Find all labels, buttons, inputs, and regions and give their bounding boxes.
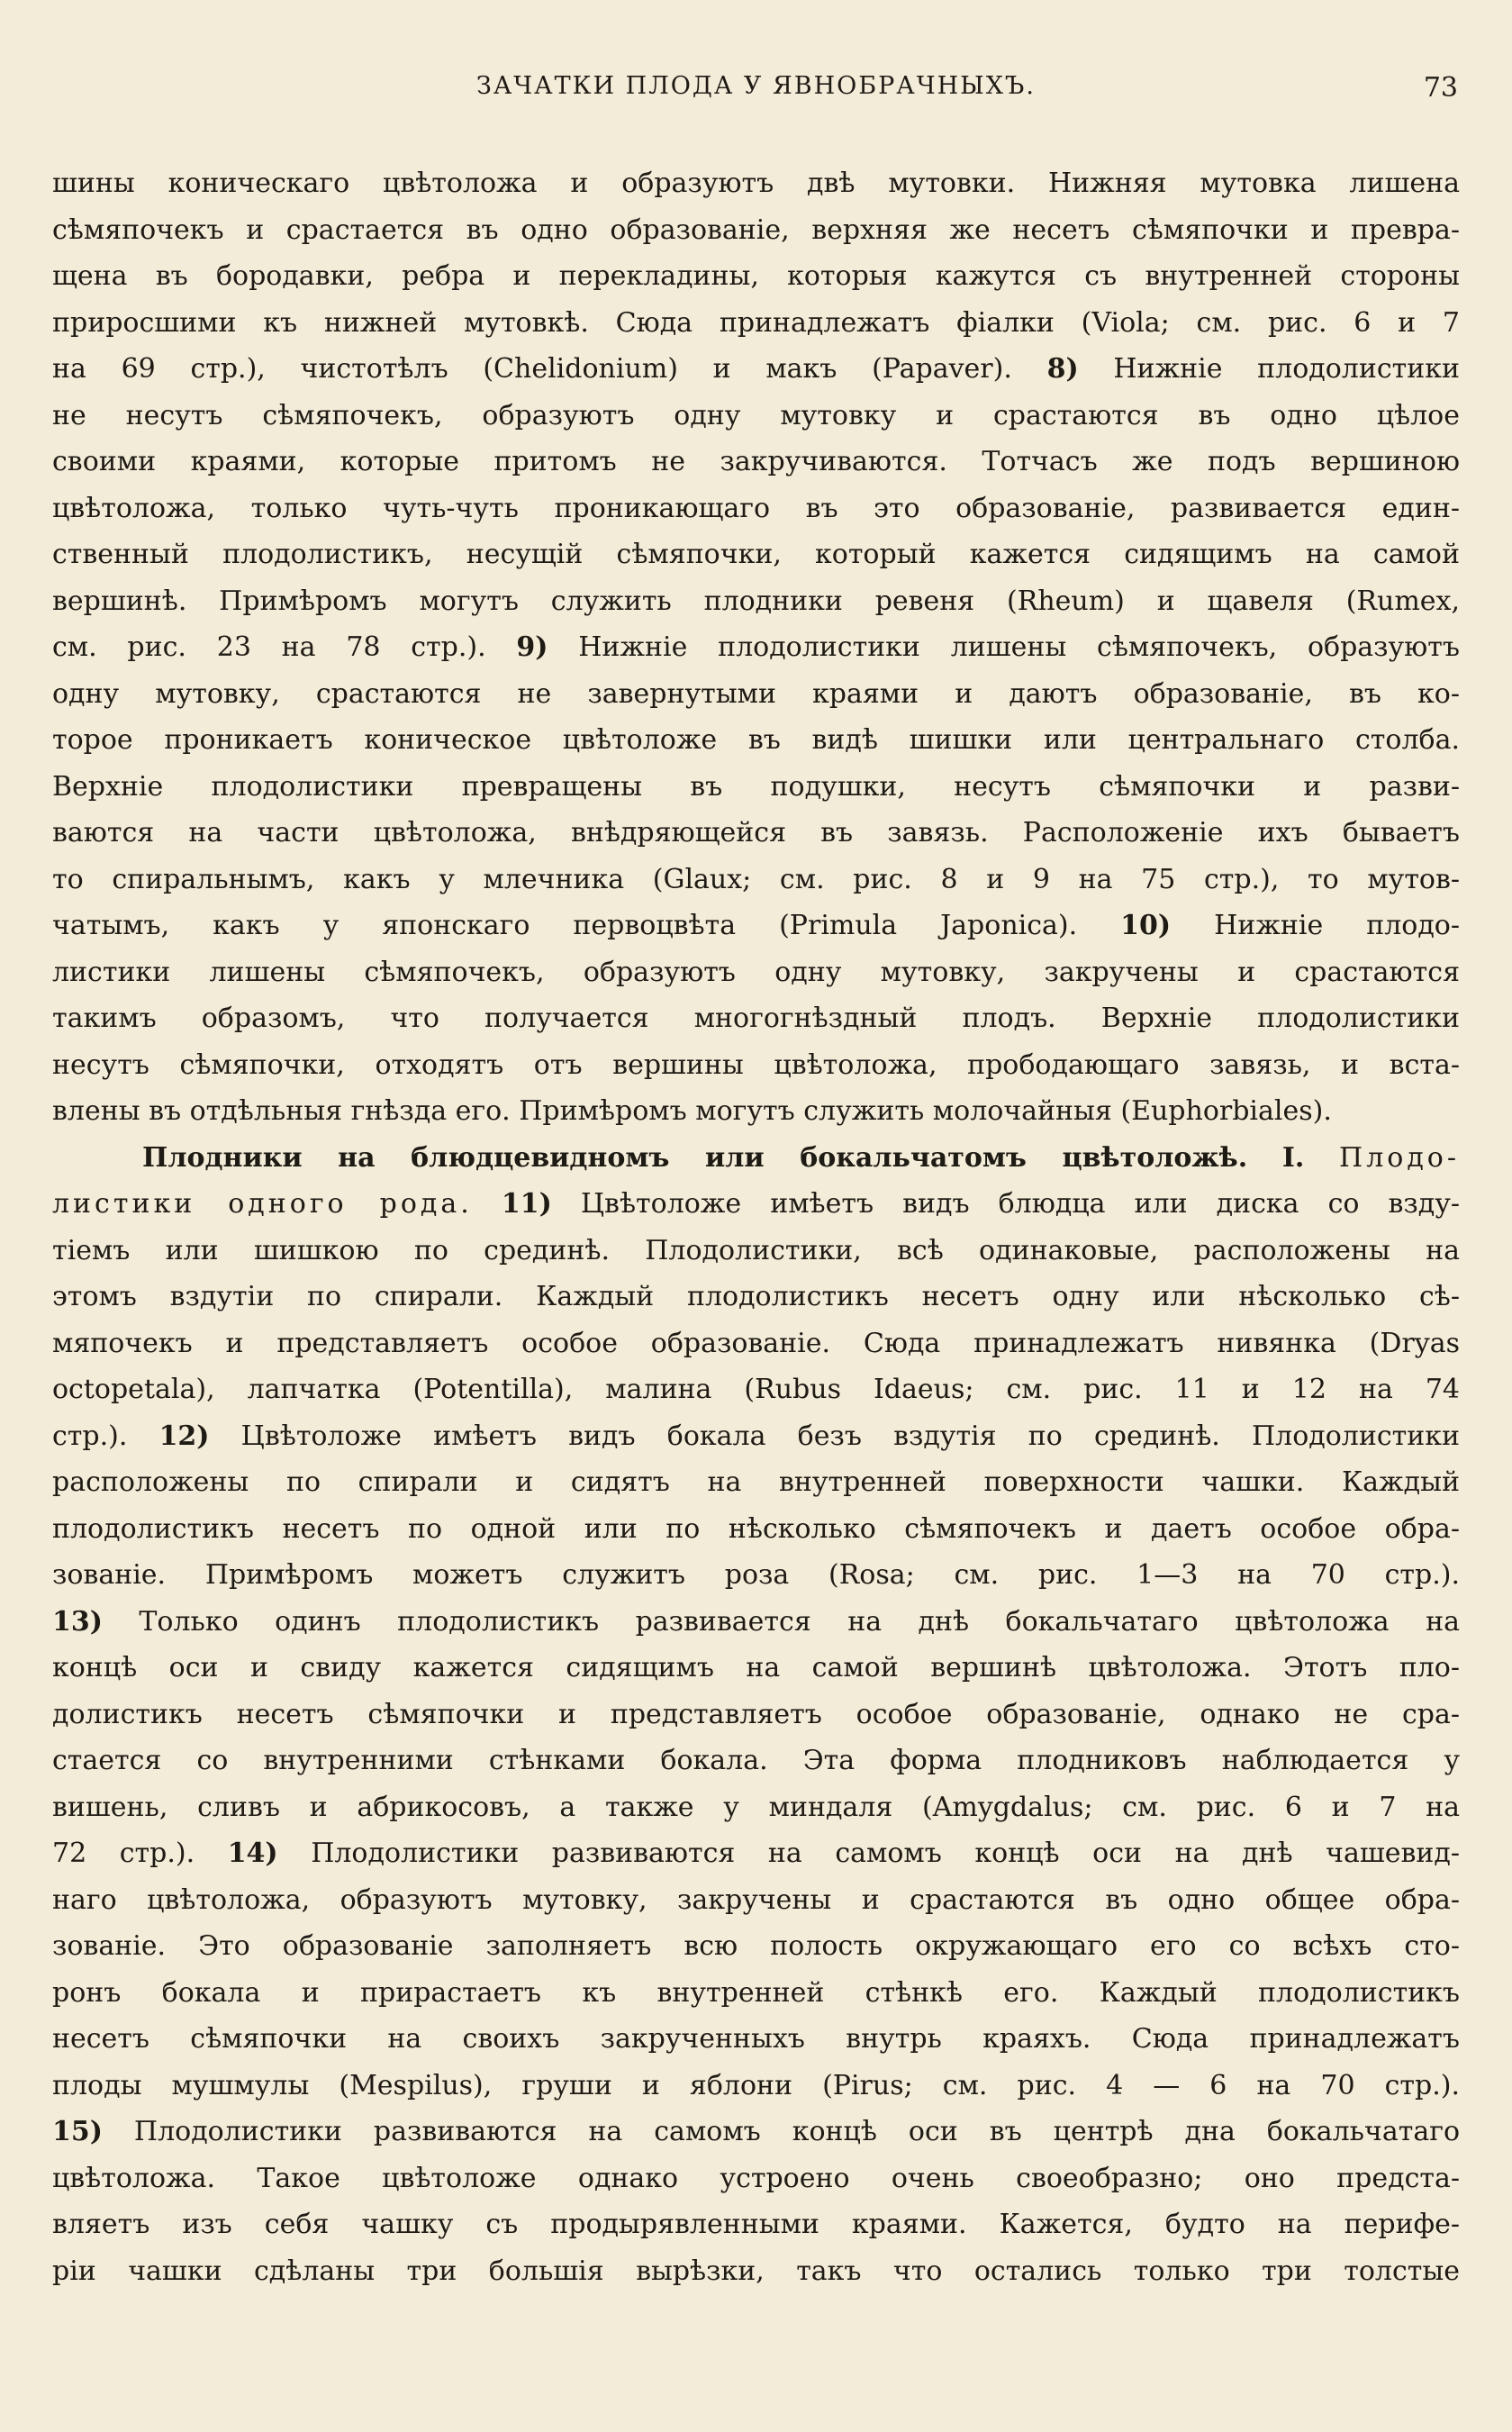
text-segment: Цвѣтоложе имѣетъ видъ блюдца или диска со взду- (551, 1188, 1460, 1220)
text-line (52, 1923, 1460, 1970)
text-line (52, 578, 1460, 625)
running-head (54, 72, 1458, 117)
text-segment: несутъ сѣмяпочки, отходятъ отъ вершины цвѣтоложа, прободающаго завязь, и вста- (52, 1048, 1460, 1081)
text-segment: см. рис. 23 на 78 стр.). (52, 631, 517, 663)
bold-text: 13) (52, 1605, 103, 1638)
text-segment: Плодолистики развиваются на самомъ концѣ оси въ центрѣ дна бокальчатаго (102, 2116, 1460, 2147)
text-segment: Нижніе плодолистики лишены сѣмяпочекъ, образуютъ (548, 631, 1460, 663)
text-segment (473, 1188, 502, 1220)
bold-text: I. (1281, 1141, 1305, 1174)
text-line (52, 671, 1460, 718)
text-line (52, 949, 1460, 996)
text-line (52, 253, 1460, 300)
text-line (52, 1877, 1460, 1924)
text-segment: этомъ вздутіи по спирали. Каждый плодолистикъ несетъ одну или нѣсколько сѣ- (52, 1281, 1460, 1312)
text-segment: тіемъ или шишкою по срединѣ. Плодолистики, всѣ одинаковые, расположены на (52, 1234, 1460, 1266)
text-line (52, 393, 1460, 440)
text-segment: ваются на части цвѣтоложа, внѣдряющейся въ завязь. Расположеніе ихъ бываетъ (52, 817, 1460, 848)
text-segment: стается со внутренними стѣнками бокала. Эта форма плодниковъ наблюдается у (52, 1745, 1460, 1776)
text-segment: наго цвѣтоложа, образуютъ мутовку, закручены и срастаются въ одно общее обра- (52, 1883, 1460, 1916)
text-segment: цвѣтоложа. Такое цвѣтоложе однако устроено очень своеобразно; оно предста- (52, 2162, 1460, 2194)
text-segment: цвѣтоложа, только чуть-чуть проникающаго въ это образованіе, развивается един- (52, 492, 1460, 524)
bold-text: 10) (1120, 910, 1172, 941)
text-segment: Плодолистики развиваются на самомъ концѣ оси на днѣ чашевид- (277, 1838, 1460, 1869)
body-text (52, 160, 1460, 2294)
text-line (52, 1320, 1460, 1367)
text-segment: Цвѣтоложе имѣетъ видъ бокала безъ вздутія по срединѣ. Плодолистики (209, 1420, 1460, 1452)
spaced-text: листики одного рода. (52, 1188, 473, 1220)
text-line (52, 2063, 1460, 2110)
text-line (52, 346, 1460, 393)
text-segment: мяпочекъ и представляетъ особое образованіе. Сюда принадлежатъ нивянка (Dryas (52, 1327, 1460, 1359)
text-line (52, 717, 1460, 764)
text-segment: Только одинъ плодолистикъ развивается на днѣ бокальчатаго цвѣтоложа на (102, 1605, 1460, 1638)
text-line (52, 1830, 1460, 1877)
text-line (52, 160, 1460, 207)
text-segment: несетъ сѣмяпочки на своихъ закрученныхъ внутрь краяхъ. Сюда принадлежатъ (52, 2023, 1460, 2055)
text-segment: сѣмяпочекъ и срастается въ одно образованіе, верхняя же несетъ сѣмяпочки и превра- (52, 213, 1460, 246)
text-segment: octopetala), лапчатка (Potentilla), малина (Rubus Idaeus; см. рис. 11 и 12 на 74 (52, 1374, 1460, 1405)
text-segment: ственный плодолистикъ, несущій сѣмяпочки, который кажется сидящимъ на самой (52, 539, 1460, 570)
text-line (52, 1506, 1460, 1553)
text-line (52, 995, 1460, 1042)
bold-text: 14) (227, 1838, 278, 1869)
text-line (52, 2248, 1460, 2295)
text-line (52, 1135, 1460, 1182)
text-line (52, 1228, 1460, 1275)
text-line (52, 485, 1460, 532)
text-segment: Верхніе плодолистики превращены въ подушки, несутъ сѣмяпочки и разви- (52, 770, 1460, 803)
text-segment: Нижніе плодо- (1171, 910, 1460, 941)
text-line (52, 857, 1460, 903)
text-line (52, 1970, 1460, 2017)
text-line (52, 1645, 1460, 1692)
text-segment: щена въ бородавки, ребра и перекладины, которыя кажутся съ внутренней стороны (52, 260, 1460, 292)
text-line (52, 1738, 1460, 1784)
text-line (52, 1552, 1460, 1599)
text-line (52, 300, 1460, 347)
bold-text: 15) (52, 2116, 103, 2147)
text-line (52, 439, 1460, 485)
bold-text: 9) (516, 631, 548, 663)
text-segment: Нижніе плодолистики (1078, 353, 1460, 385)
text-line (52, 2016, 1460, 2063)
text-line (52, 1784, 1460, 1831)
text-segment: зованіе. Примѣромъ можетъ служитъ роза (Rosa; см. рис. 1—3 на 70 стр.). (52, 1559, 1460, 1591)
text-line (52, 764, 1460, 811)
text-segment: 72 стр.). (52, 1838, 228, 1869)
text-line (52, 1181, 1460, 1228)
text-segment: влены въ отдѣльныя гнѣзда его. Примѣромъ могутъ служить молочайныя (Euphorbiales). (52, 1095, 1332, 1127)
text-segment: концѣ оси и свиду кажется сидящимъ на самой вершинѣ цвѣтоложа. Этотъ пло- (52, 1652, 1460, 1683)
text-segment: плоды мушмулы (Mespilus), груши и яблони (Pirus; см. рис. 4 — 6 на 70 стр.). (52, 2069, 1460, 2101)
text-segment: то спиральнымъ, какъ у млечника (Glaux; см. рис. 8 и 9 на 75 стр.), то мутов- (52, 863, 1460, 895)
bold-text: Плодники на блюдцевидномъ или бокальчатомъ цвѣтоложѣ. (142, 1141, 1248, 1174)
text-line (52, 2155, 1460, 2202)
text-segment: ронъ бокала и прирастаетъ къ внутренней стѣнкѣ его. Каждый плодолистикъ (52, 1976, 1460, 2009)
text-segment: на 69 стр.), чистотѣлъ (Chelidonium) и макъ (Papaver). (52, 353, 1047, 385)
text-line (52, 1413, 1460, 1460)
text-line (52, 903, 1460, 949)
text-segment: стр.). (52, 1420, 159, 1452)
text-line (52, 1692, 1460, 1738)
spaced-text: Плодо- (1339, 1141, 1460, 1174)
text-segment: долистикъ несетъ сѣмяпочки и представляетъ особое образованіе, однако не сра- (52, 1698, 1460, 1730)
text-segment: не несутъ сѣмяпочекъ, образуютъ одну мутовку и срастаются въ одно цѣлое (52, 399, 1460, 431)
text-line (52, 810, 1460, 857)
text-segment: листики лишены сѣмяпочекъ, образуютъ одну мутовку, закручены и срастаются (52, 956, 1460, 988)
text-segment: такимъ образомъ, что получается многогнѣздный плодъ. Верхніе плодолистики (52, 1003, 1460, 1034)
text-line (52, 624, 1460, 671)
text-segment: одну мутовку, срастаются не завернутыми краями и даютъ образованіе, въ ко- (52, 677, 1460, 710)
text-line (52, 207, 1460, 254)
text-line (52, 1599, 1460, 1646)
text-line (52, 1274, 1460, 1320)
text-segment: ріи чашки сдѣланы три большія вырѣзки, такъ что остались только три толстые (52, 2255, 1460, 2287)
text-segment (1247, 1142, 1282, 1174)
text-segment: вишень, сливъ и абрикосовъ, а также у миндаля (Amygdalus; см. рис. 6 и 7 на (52, 1791, 1460, 1823)
text-segment: вершинѣ. Примѣромъ могутъ служить плодники ревеня (Rheum) и щавеля (Rumex, (52, 585, 1460, 617)
text-line (52, 1088, 1460, 1135)
text-line (52, 1459, 1460, 1506)
text-segment: торое проникаетъ коническое цвѣтоложе въ видѣ шишки или центральнаго столба. (52, 724, 1460, 756)
text-segment: своими краями, которые притомъ не закручиваются. Тотчасъ же подъ вершиною (52, 446, 1460, 477)
text-segment: вляетъ изъ себя чашку съ продырявленными краями. Кажется, будто на перифе- (52, 2209, 1460, 2240)
text-line (52, 2109, 1460, 2155)
text-line (52, 1042, 1460, 1089)
bold-text: 12) (158, 1420, 210, 1452)
running-title: ЗАЧАТКИ ПЛОДА У ЯВНОБРАЧНЫХЪ. (476, 72, 1036, 100)
bold-text: 8) (1046, 353, 1079, 385)
text-segment (1304, 1142, 1339, 1174)
bold-text: 11) (501, 1188, 552, 1220)
text-segment: чатымъ, какъ у японскаго первоцвѣта (Primula Japonica). (52, 910, 1121, 941)
page-number: 73 (1423, 72, 1458, 104)
text-segment: расположены по спирали и сидятъ на внутренней поверхности чашки. Каждый (52, 1466, 1460, 1498)
text-segment: зованіе. Это образованіе заполняетъ всю полость окружающаго его со всѣхъ сто- (52, 1930, 1460, 1962)
text-line (52, 1366, 1460, 1413)
text-line (52, 2201, 1460, 2248)
text-line (52, 531, 1460, 578)
text-segment: шины коническаго цвѣтоложа и образуютъ двѣ мутовки. Нижняя мутовка лишена (52, 168, 1460, 199)
text-segment: приросшими къ нижней мутовкѣ. Сюда принадлежатъ фіалки (Viola; см. рис. 6 и 7 (52, 306, 1460, 339)
text-segment: плодолистикъ несетъ по одной или по нѣсколько сѣмяпочекъ и даетъ особое обра- (52, 1512, 1460, 1545)
